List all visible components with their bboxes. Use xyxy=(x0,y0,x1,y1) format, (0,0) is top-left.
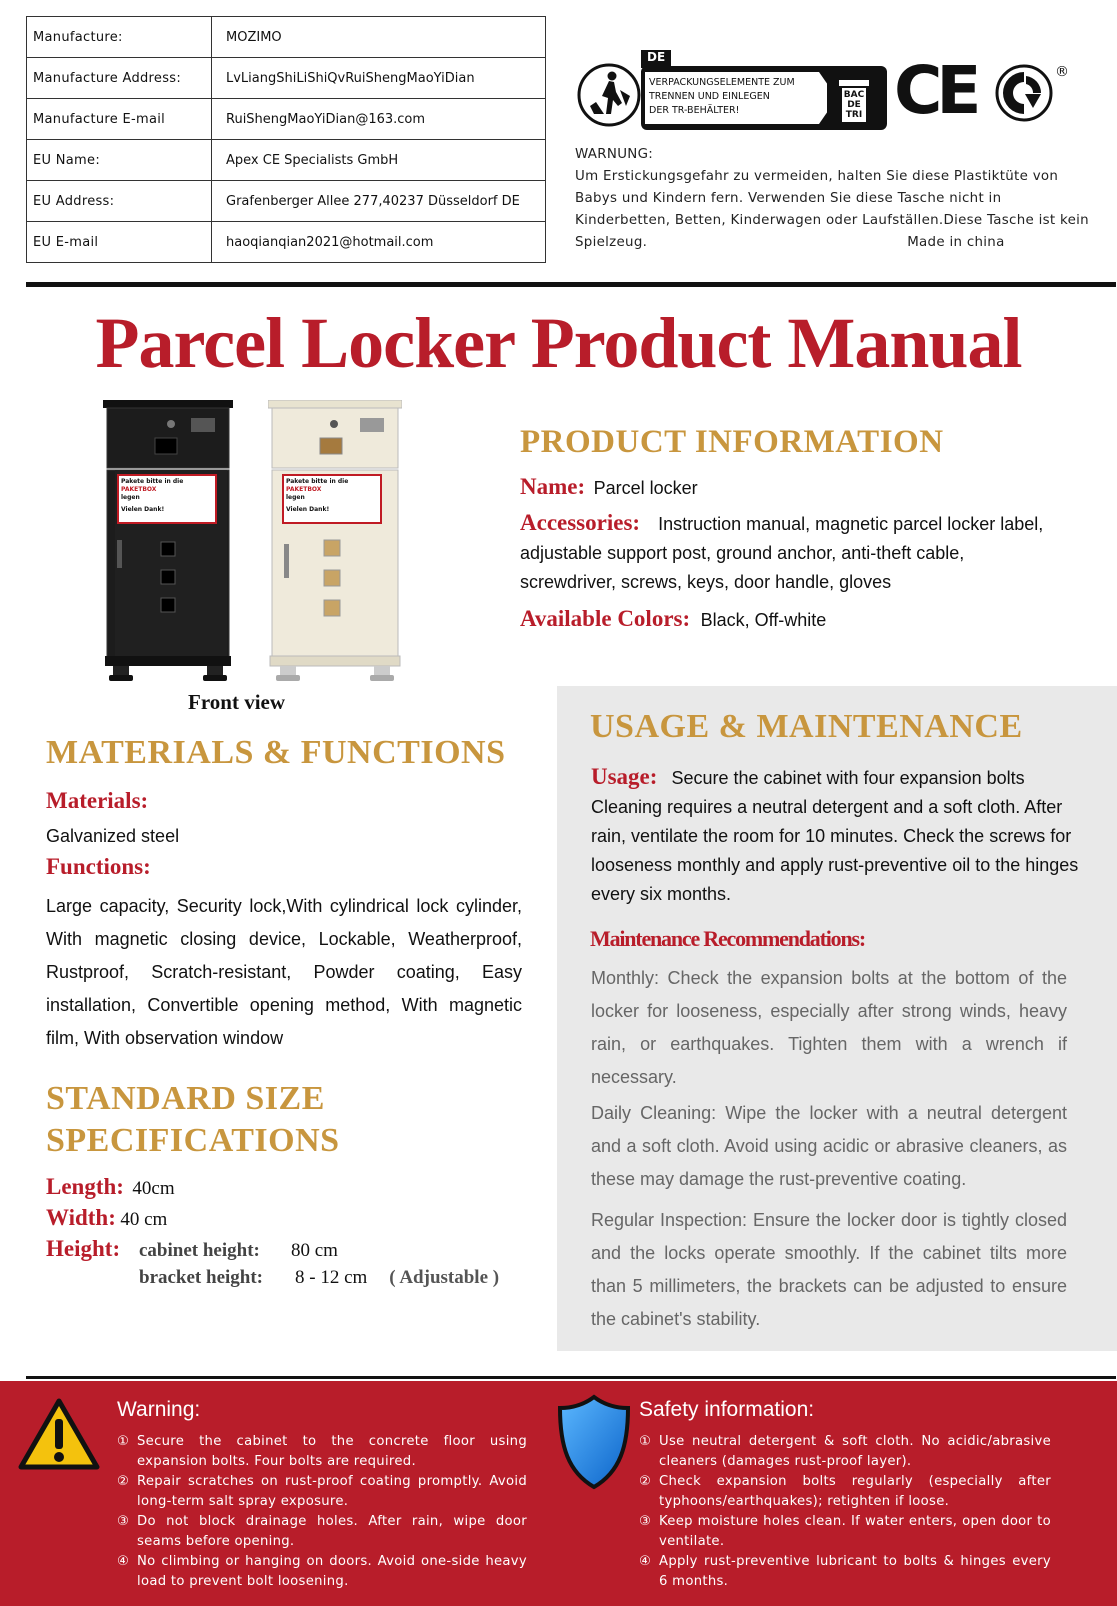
accessories-label: Accessories: xyxy=(520,510,641,535)
top-divider xyxy=(26,282,1116,287)
height-label: Height: xyxy=(46,1236,121,1261)
item-number: ② xyxy=(639,1474,652,1489)
manufacturer-value: Apex CE Specialists GmbH xyxy=(212,140,546,181)
maintenance-regular: Regular Inspection: Ensure the locker door is tightly closed and the locks operate smoothly. If the cabinet tilts more than 5 millimeters, the brackets can be adjusted to ensure the cabinet's stability. xyxy=(591,1210,1067,1329)
manufacturer-value: MOZIMO xyxy=(212,17,546,58)
usage-heading: USAGE & MAINTENANCE xyxy=(590,708,1023,745)
black-locker-image xyxy=(103,400,233,682)
item-number: ③ xyxy=(639,1514,652,1529)
size-heading: STANDARD SIZE SPECIFICATIONS xyxy=(46,1080,340,1159)
safety-list xyxy=(639,1432,1051,1592)
manufacturer-row xyxy=(27,140,546,181)
german-warning xyxy=(575,144,1090,254)
registered-mark: ® xyxy=(1055,64,1069,80)
warning-item xyxy=(117,1432,527,1472)
offwhite-locker-label: Pakete bitte in die PAKETBOX legen Vielen Dank! xyxy=(282,474,382,524)
warning-item xyxy=(117,1512,527,1552)
usage-first-line: Secure the cabinet with four expansion bolts xyxy=(671,768,1025,788)
black-locker-label: Pakete bitte in die PAKETBOX legen Vielen Dank! xyxy=(117,474,217,524)
warning-list xyxy=(117,1432,527,1592)
item-text: Use neutral detergent & soft cloth. No acidic/abrasive cleaners (damages rust-proof layer). xyxy=(659,1434,1051,1469)
product-info-heading: PRODUCT INFORMATION xyxy=(520,424,944,460)
product-name-row xyxy=(520,474,1065,500)
item-text: Do not block drainage holes. After rain, wipe door seams before opening. xyxy=(137,1514,527,1549)
item-number: ② xyxy=(117,1474,130,1489)
safety-item xyxy=(639,1472,1051,1512)
usage-label: Usage: xyxy=(591,764,658,789)
item-number: ④ xyxy=(639,1554,652,1569)
triman-logo xyxy=(641,50,887,132)
manufacturer-value: Grafenberger Allee 277,40237 Düsseldorf DE xyxy=(212,181,546,222)
item-text: Keep moisture holes clean. If water enters, open door to ventilate. xyxy=(659,1514,1051,1549)
maintenance-daily: Daily Cleaning: Wipe the locker with a neutral detergent and a soft cloth. Avoid using acidic or abrasive cleaners, as these may damage the rust-preventive coating. xyxy=(591,1103,1067,1189)
bottom-divider xyxy=(26,1376,1116,1379)
manufacturer-key: Manufacture Address: xyxy=(27,58,212,99)
item-text: Secure the cabinet to the concrete floor using expansion bolts. Four bolts are required. xyxy=(137,1434,527,1469)
functions-value: Large capacity, Security lock,With cylindrical lock cylinder, With magnetic closing device, Lockable, Weatherproof, Rustproof, Scratch-resistant, Powder coating, Easy installation, Convertible opening method, With magnetic film, With observation window xyxy=(46,896,522,1048)
width-value: 40 cm xyxy=(120,1209,168,1230)
manufacturer-row xyxy=(27,181,546,222)
triman-country: DE xyxy=(647,50,666,64)
adjustable-note: ( Adjustable ) xyxy=(389,1267,500,1288)
bracket-height-row: bracket height: 8 - 12 cm ( Adjustable ) xyxy=(139,1267,500,1288)
materials-value: Galvanized steel xyxy=(46,826,180,846)
name-label: Name: xyxy=(520,474,586,499)
front-view-caption: Front view xyxy=(188,690,286,714)
manufacturer-key: EU Name: xyxy=(27,140,212,181)
warning-item xyxy=(117,1552,527,1592)
green-dot-icon xyxy=(995,64,1053,122)
german-warning-text: Um Erstickungsgefahr zu vermeiden, halten Sie diese Plastiktüte von Babys und Kindern fern. Verwenden Sie diese Tasche nicht in Kinderbetten, Betten, Kinderwagen oder Laufställen.Diese Tasche ist kein Spielzeug. xyxy=(575,169,1089,250)
item-text: Check expansion bolts regularly (especially after typhoons/earthquakes); retighten if loose. xyxy=(659,1474,1051,1509)
bracket-height-value: 8 - 12 cm xyxy=(295,1267,368,1288)
made-in: Made in china xyxy=(907,235,1005,250)
manufacturer-key: Manufacture: xyxy=(27,17,212,58)
manufacturer-row xyxy=(27,17,546,58)
triman-text: VERPACKUNGSELEMENTE ZUM TRENNEN UND EINLEGEN DER TR-BEHÄLTER! xyxy=(649,77,795,116)
manufacturer-key: Manufacture E-mail xyxy=(27,99,212,140)
item-number: ① xyxy=(639,1434,652,1449)
manufacturer-table xyxy=(26,16,546,263)
shield-icon xyxy=(556,1394,632,1490)
accessories-value: Instruction manual, magnetic parcel locker label, adjustable support post, ground anchor, anti-theft cable, screwdriver, screws, keys, door handle, gloves xyxy=(520,514,1044,592)
manufacturer-row xyxy=(27,222,546,263)
item-number: ③ xyxy=(117,1514,130,1529)
width-row: Width: 40 cm xyxy=(46,1205,168,1230)
safety-item xyxy=(639,1432,1051,1472)
length-row: Length: 40cm xyxy=(46,1174,175,1199)
cabinet-height-value: 80 cm xyxy=(291,1240,338,1261)
usage-block xyxy=(591,762,1087,909)
page-title: Parcel Locker Product Manual xyxy=(95,303,1022,383)
item-number: ④ xyxy=(117,1554,130,1569)
safety-title: Safety information: xyxy=(639,1398,815,1421)
length-value: 40cm xyxy=(132,1178,175,1199)
manufacturer-value: RuiShengMaoYiDian@163.com xyxy=(212,99,546,140)
colors-label: Available Colors: xyxy=(520,606,691,631)
name-value: Parcel locker xyxy=(593,478,698,498)
manufacturer-key: EU Address: xyxy=(27,181,212,222)
manufacturer-row xyxy=(27,58,546,99)
accessories-block xyxy=(520,508,1065,597)
cabinet-height-row: cabinet height: 80 cm xyxy=(139,1240,338,1261)
warning-title: Warning: xyxy=(117,1398,201,1421)
usage-text: Cleaning requires a neutral detergent and a soft cloth. After rain, ventilate the room for 10 minutes. Check the screws for looseness monthly and apply rust-preventive oil to the hinges every six months. xyxy=(591,797,1079,904)
warning-item xyxy=(117,1472,527,1512)
ce-mark: CE xyxy=(894,52,976,129)
item-text: Apply rust-preventive lubricant to bolts & hinges every 6 months. xyxy=(659,1554,1051,1589)
item-text: Repair scratches on rust-proof coating promptly. Avoid long-term salt spray exposure. xyxy=(137,1474,527,1509)
materials-label: Materials: xyxy=(46,788,149,813)
maintenance-monthly: Monthly: Check the expansion bolts at the bottom of the locker for looseness, especially after strong winds, heavy rain, or earthquakes. Tighten them with a wrench if necessary. xyxy=(591,968,1067,1087)
colors-row xyxy=(520,606,1065,632)
safety-item xyxy=(639,1512,1051,1552)
offwhite-locker-image xyxy=(268,400,402,682)
manufacturer-key: EU E-mail xyxy=(27,222,212,263)
item-number: ① xyxy=(117,1434,130,1449)
manufacturer-value: LvLiangShiLiShiQvRuiShengMaoYiDian xyxy=(212,58,546,99)
manufacturer-row xyxy=(27,99,546,140)
recycle-person-icon xyxy=(576,62,642,128)
german-warning-title: WARNUNG: xyxy=(575,147,654,162)
colors-value: Black, Off-white xyxy=(700,610,827,630)
item-text: No climbing or hanging on doors. Avoid one-side heavy load to prevent bolt loosening. xyxy=(137,1554,527,1589)
functions-label: Functions: xyxy=(46,854,151,879)
bin-icon: BAC DE TRI xyxy=(837,78,871,124)
manufacturer-value: haoqianqian2021@hotmail.com xyxy=(212,222,546,263)
maintenance-label: Maintenance Recommendations: xyxy=(590,926,865,951)
materials-heading: MATERIALS & FUNCTIONS xyxy=(46,734,506,771)
warning-triangle-icon xyxy=(18,1397,100,1471)
safety-item xyxy=(639,1552,1051,1592)
